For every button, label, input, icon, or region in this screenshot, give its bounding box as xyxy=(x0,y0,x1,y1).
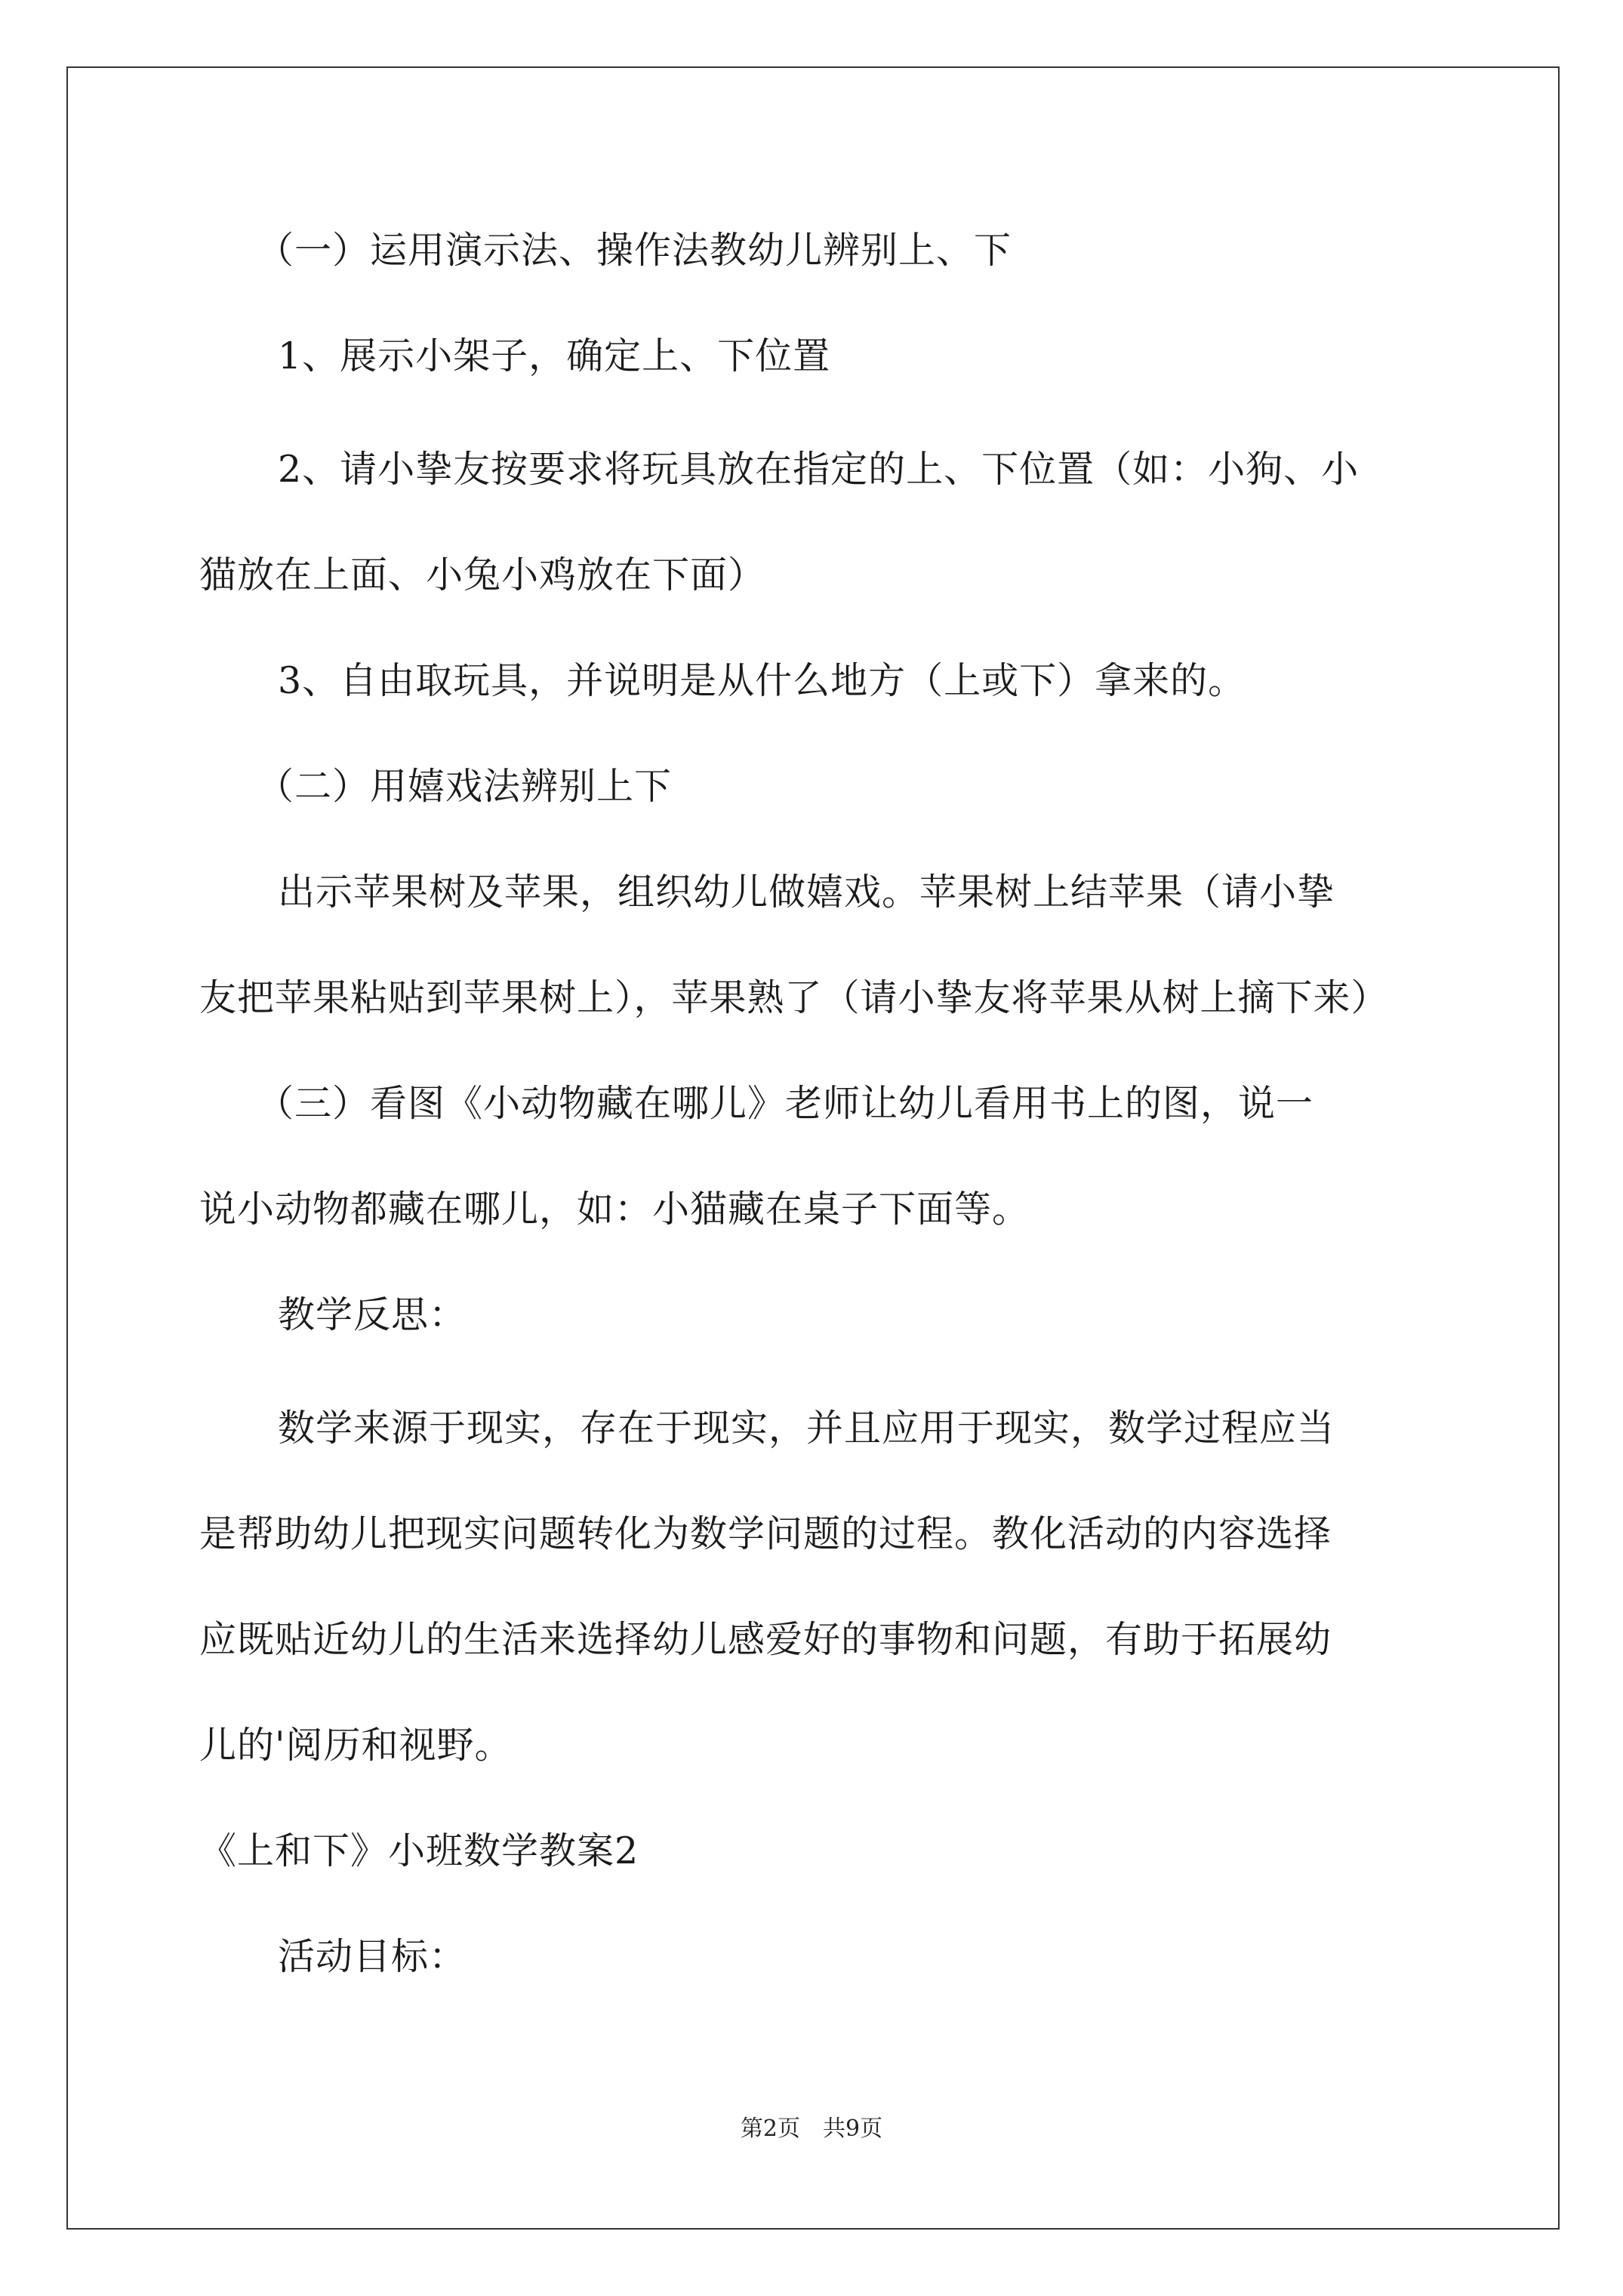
paragraph-line: 2、请小挚友按要求将玩具放在指定的上、下位置（如：小狗、小 xyxy=(278,448,1360,491)
paragraph-line: 应既贴近幼儿的生活来选择幼儿感爱好的事物和问题，有助于拓展幼 xyxy=(199,1618,1332,1661)
document-title-2: 《上和下》小班数学教案2 xyxy=(199,1829,639,1872)
activity-goal-heading: 活动目标： xyxy=(278,1935,467,1978)
section-heading-2: （二）用嬉戏法辨别上下 xyxy=(257,765,673,808)
section-heading-1: （一）运用演示法、操作法教幼儿辨别上、下 xyxy=(257,229,1012,272)
paragraph-line: 数学来源于现实，存在于现实，并且应用于现实，数学过程应当 xyxy=(278,1407,1335,1450)
section-heading-3: （三）看图《小动物藏在哪儿》老师让幼儿看用书上的图，说一 xyxy=(257,1082,1314,1125)
page-border xyxy=(66,66,1560,2230)
reflection-heading: 教学反思： xyxy=(278,1293,467,1336)
paragraph-line: 猫放在上面、小兔小鸡放在下面） xyxy=(199,553,766,596)
page-footer: 第2页 共9页 xyxy=(740,2116,883,2142)
paragraph-line: 1、展示小架子，确定上、下位置 xyxy=(278,334,831,378)
paragraph-line: 说小动物都藏在哪儿，如：小猫藏在桌子下面等。 xyxy=(199,1188,1030,1231)
paragraph-line: 出示苹果树及苹果，组织幼儿做嬉戏。苹果树上结苹果（请小挚 xyxy=(278,871,1335,914)
paragraph-line: 儿的'阅历和视野。 xyxy=(199,1724,513,1767)
paragraph-line: 是帮助幼儿把现实问题转化为数学问题的过程。教化活动的内容选择 xyxy=(199,1512,1332,1555)
paragraph-line: 友把苹果粘贴到苹果树上），苹果熟了（请小挚友将苹果从树上摘下来） xyxy=(199,976,1389,1019)
paragraph-line: 3、自由取玩具，并说明是从什么地方（上或下）拿来的。 xyxy=(278,659,1246,702)
